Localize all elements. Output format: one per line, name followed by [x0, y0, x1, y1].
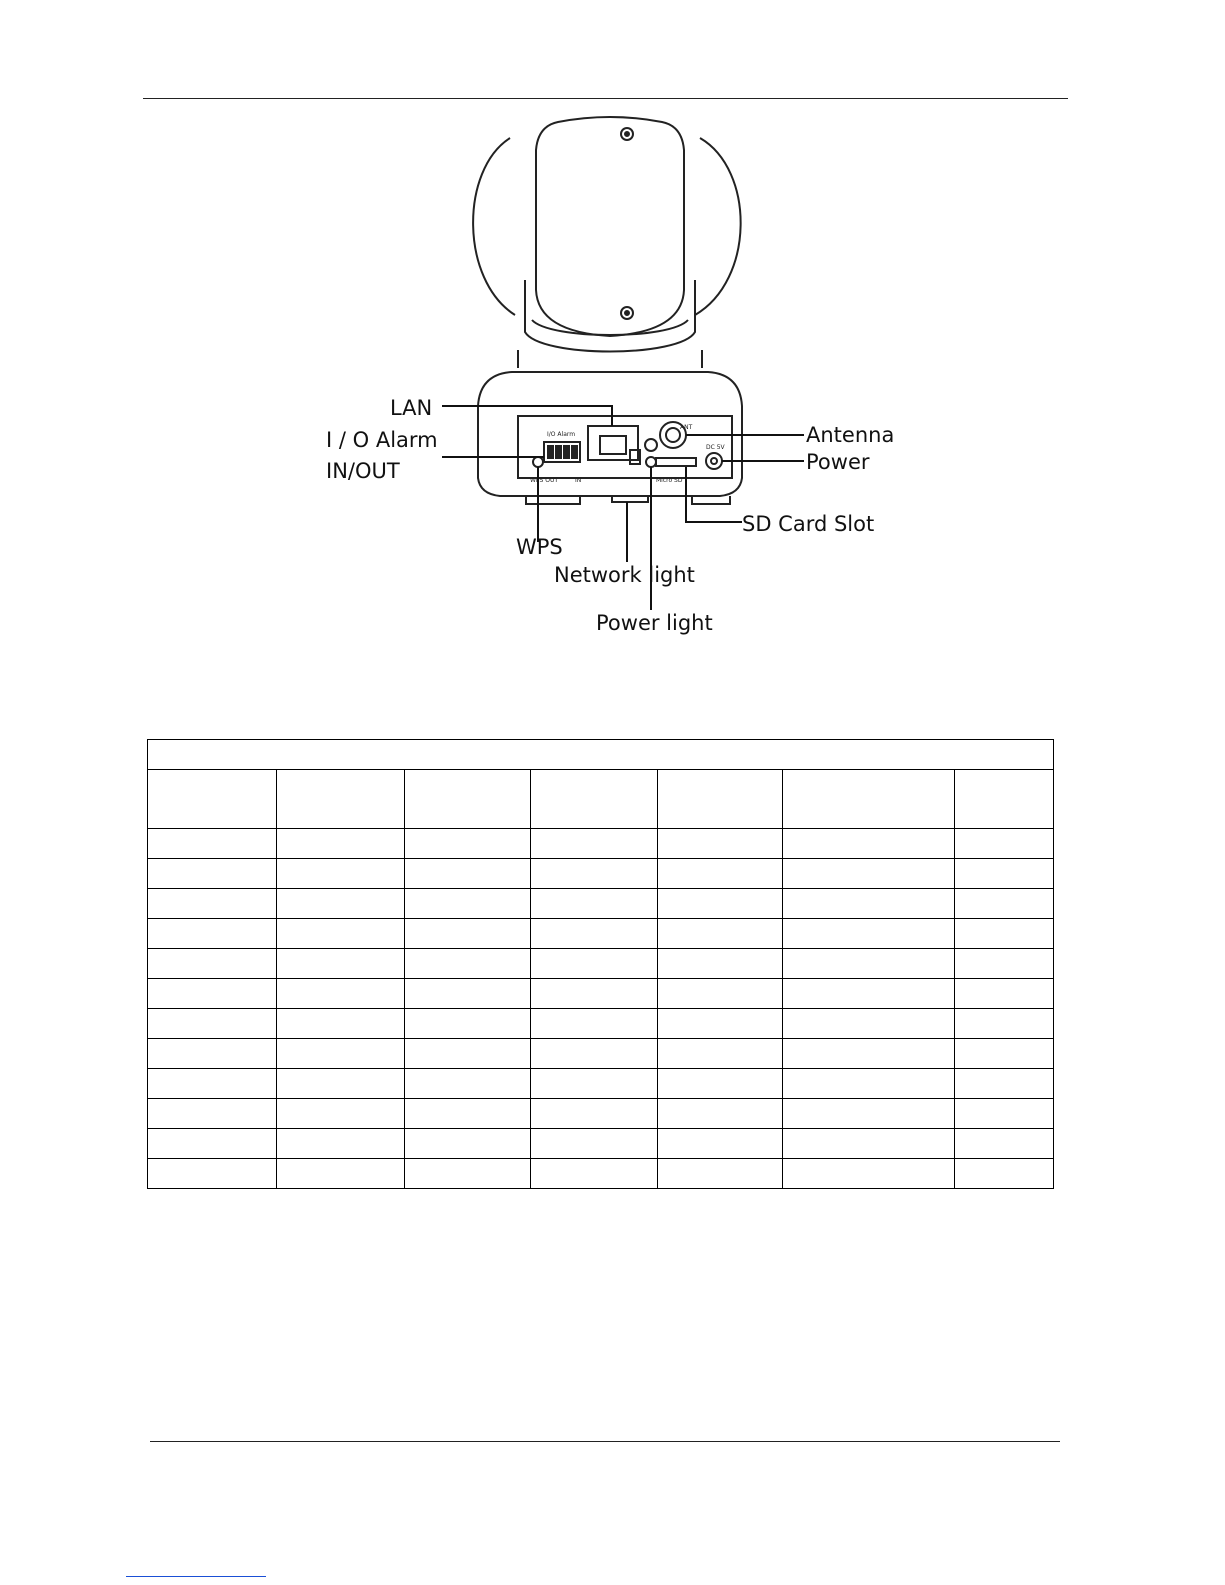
table-cell: [783, 1039, 955, 1069]
table-cell: [531, 1039, 658, 1069]
header-cell: [148, 770, 277, 829]
table-cell: [955, 1039, 1054, 1069]
table-cell: [783, 829, 955, 859]
table-cell: [783, 1129, 955, 1159]
table-cell: [531, 1069, 658, 1099]
table-cell: [955, 979, 1054, 1009]
table-cell: [148, 1039, 277, 1069]
callout-power: Power: [806, 450, 870, 474]
table-cell: [277, 1009, 405, 1039]
table-cell: [405, 1069, 531, 1099]
table-cell: [658, 859, 783, 889]
table-cell: [405, 1039, 531, 1069]
table-cell: [658, 979, 783, 1009]
table-cell: [955, 859, 1054, 889]
table-cell: [783, 1099, 955, 1129]
table-cell: [531, 1129, 658, 1159]
callout-power-light: Power light: [596, 611, 713, 635]
callout-sd-card-slot: SD Card Slot: [742, 512, 875, 536]
header-cell: [405, 770, 531, 829]
table-cell: [148, 1099, 277, 1129]
table-cell: [531, 979, 658, 1009]
table-cell: [531, 889, 658, 919]
table-cell: [277, 1159, 405, 1189]
table-row: [148, 859, 1054, 889]
table-cell: [658, 1009, 783, 1039]
svg-text:Micro SD: Micro SD: [656, 477, 683, 484]
table-cell: [658, 1129, 783, 1159]
callout-wps: WPS: [516, 535, 563, 559]
table-cell: [658, 1099, 783, 1129]
table-row: [148, 1039, 1054, 1069]
table-row: [148, 979, 1054, 1009]
header-cell: [955, 770, 1054, 829]
table-cell: [277, 1039, 405, 1069]
table-cell: [658, 1159, 783, 1189]
table-cell: [405, 1159, 531, 1189]
table-cell: [658, 829, 783, 859]
spec-table: [147, 739, 1054, 1189]
table-cell: [783, 949, 955, 979]
table-cell: [531, 1159, 658, 1189]
table-cell: [148, 859, 277, 889]
table-cell: [148, 1009, 277, 1039]
table-cell: [531, 919, 658, 949]
table-row: [148, 1129, 1054, 1159]
table-cell: [277, 979, 405, 1009]
header-cell: [783, 770, 955, 829]
table-cell: [405, 859, 531, 889]
camera-rear-diagram: [300, 110, 920, 650]
table-cell: [955, 889, 1054, 919]
table-cell: [531, 859, 658, 889]
table-cell: [783, 1069, 955, 1099]
table-cell: [405, 1009, 531, 1039]
header-rule: [143, 98, 1068, 99]
table-cell: [783, 859, 955, 889]
table-cell: [405, 949, 531, 979]
table-cell: [148, 949, 277, 979]
table-cell: [955, 949, 1054, 979]
table-cell: [277, 949, 405, 979]
table-row: [148, 1009, 1054, 1039]
table-cell: [955, 829, 1054, 859]
footer-link-underline: [126, 1576, 266, 1577]
table-cell: [658, 919, 783, 949]
table-cell: [658, 1039, 783, 1069]
callout-io-alarm: I / O Alarm: [326, 428, 438, 452]
table-body: [148, 829, 1054, 1189]
callout-lan: LAN: [390, 396, 433, 420]
table-header-row: [148, 770, 1054, 829]
footer-rule: [150, 1441, 1060, 1442]
table-cell: [405, 919, 531, 949]
svg-text:WPS OUT: WPS OUT: [530, 477, 559, 484]
table-cell: [277, 1099, 405, 1129]
table-row: [148, 1069, 1054, 1099]
table-cell: [148, 979, 277, 1009]
table-caption: [148, 740, 1054, 770]
table-cell: [148, 1069, 277, 1099]
table-cell: [405, 1099, 531, 1129]
header-cell: [277, 770, 405, 829]
svg-text:DC 5V: DC 5V: [706, 444, 725, 451]
table-cell: [783, 919, 955, 949]
table-cell: [405, 829, 531, 859]
table-cell: [148, 1159, 277, 1189]
table-cell: [955, 919, 1054, 949]
table-cell: [783, 979, 955, 1009]
svg-text:I/O Alarm: I/O Alarm: [547, 431, 576, 438]
table-cell: [405, 889, 531, 919]
table-cell: [148, 829, 277, 859]
table-cell: [955, 1069, 1054, 1099]
table-cell: [277, 829, 405, 859]
table-cell: [148, 889, 277, 919]
table-cell: [277, 889, 405, 919]
table-cell: [783, 889, 955, 919]
svg-text:IN: IN: [575, 477, 582, 484]
table-cell: [955, 1099, 1054, 1129]
table-cell: [783, 1159, 955, 1189]
table-cell: [955, 1009, 1054, 1039]
table-cell: [658, 1069, 783, 1099]
table-cell: [955, 1159, 1054, 1189]
table-cell: [277, 859, 405, 889]
table-cell: [148, 1129, 277, 1159]
header-cell: [531, 770, 658, 829]
table-cell: [148, 919, 277, 949]
table-cell: [531, 1009, 658, 1039]
table-row: [148, 1099, 1054, 1129]
table-cell: [405, 979, 531, 1009]
callout-antenna: Antenna: [806, 423, 895, 447]
callout-network-light: Network light: [554, 563, 695, 587]
header-cell: [658, 770, 783, 829]
table-row: [148, 1159, 1054, 1189]
table-cell: [531, 829, 658, 859]
table-row: [148, 889, 1054, 919]
table-cell: [783, 1009, 955, 1039]
svg-text:ANT: ANT: [680, 424, 693, 431]
callout-in-out: IN/OUT: [326, 459, 400, 483]
table-cell: [531, 949, 658, 979]
table-row: [148, 829, 1054, 859]
table-cell: [277, 919, 405, 949]
table-cell: [405, 1129, 531, 1159]
table-cell: [277, 1129, 405, 1159]
table-cell: [658, 949, 783, 979]
table-cell: [955, 1129, 1054, 1159]
table-cell: [658, 889, 783, 919]
table-row: [148, 949, 1054, 979]
table-row: [148, 919, 1054, 949]
table-cell: [531, 1099, 658, 1129]
table-cell: [277, 1069, 405, 1099]
